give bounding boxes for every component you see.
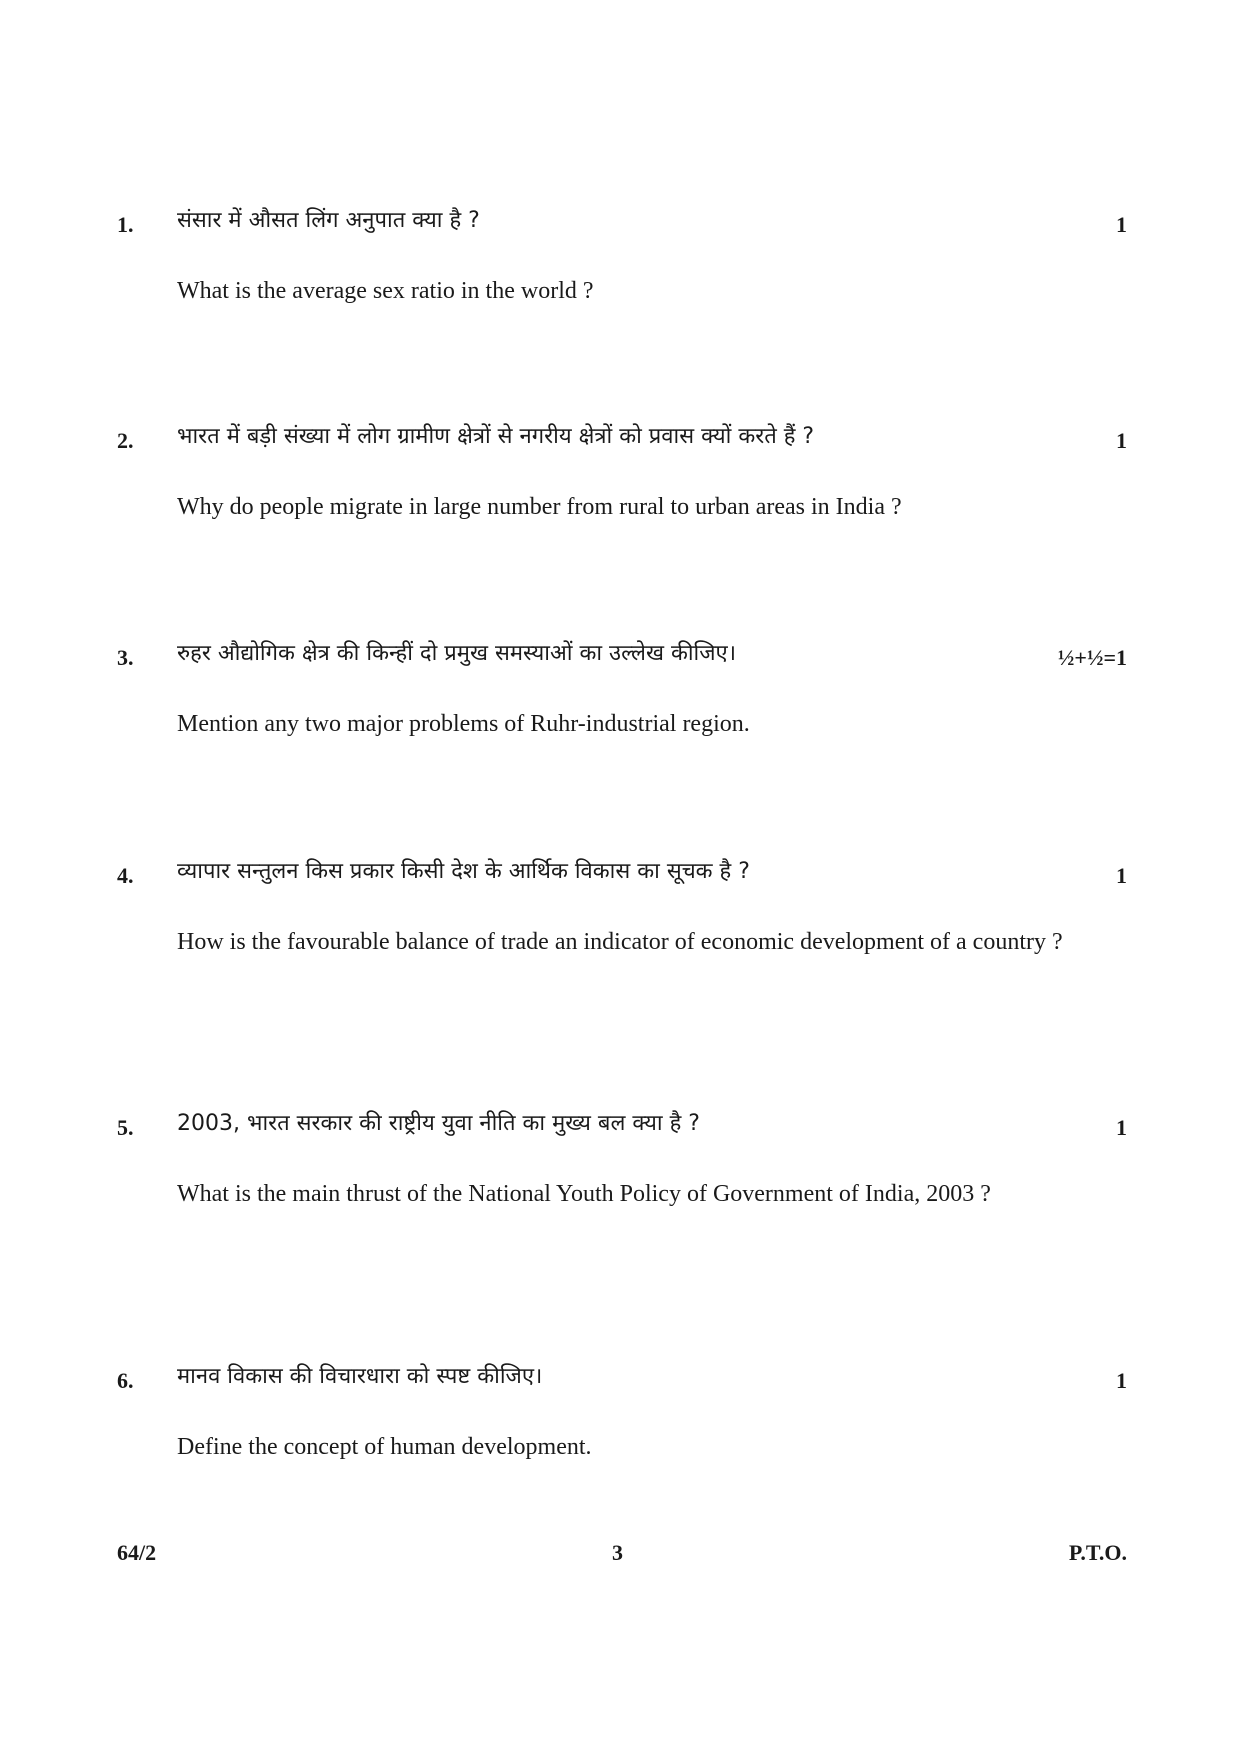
paper-code: 64/2	[117, 1540, 157, 1565]
question-english-text: How is the favourable balance of trade an indicator of economic development of a country ?	[177, 929, 1063, 955]
question-hindi-text: भारत में बड़ी संख्या में लोग ग्रामीण क्षेत्रों से नगरीय क्षेत्रों को प्रवास क्यों करते हैं ?	[177, 424, 815, 449]
page-number: 3	[612, 1540, 623, 1565]
question-hindi-text: व्यापार सन्तुलन किस प्रकार किसी देश के आर्थिक विकास का सूचक है ?	[177, 859, 750, 884]
question-english-text: Why do people migrate in large number from rural to urban areas in India ?	[177, 494, 902, 520]
question-english-text: Define the concept of human development.	[177, 1434, 592, 1460]
question-number: 3.	[117, 645, 134, 670]
question-hindi-text: 2003, भारत सरकार की राष्ट्रीय युवा नीति का मुख्य बल क्या है ?	[177, 1111, 700, 1136]
question-marks: 1	[1116, 863, 1127, 888]
question-number: 4.	[117, 863, 134, 888]
question-english-text: What is the main thrust of the National Youth Policy of Government of India, 2003 ?	[177, 1181, 991, 1207]
question-number: 1.	[117, 212, 134, 237]
please-turn-over: P.T.O.	[1068, 1540, 1127, 1565]
question-marks: 1	[1116, 212, 1127, 237]
question-marks: 1	[1116, 1368, 1127, 1393]
question-english-text: Mention any two major problems of Ruhr-industrial region.	[177, 711, 750, 737]
question-marks: 1	[1116, 428, 1127, 453]
question-hindi-text: रुहर औद्योगिक क्षेत्र की किन्हीं दो प्रमुख समस्याओं का उल्लेख कीजिए।	[177, 641, 737, 666]
question-number: 6.	[117, 1368, 134, 1393]
question-number: 2.	[117, 428, 134, 453]
question-hindi-text: संसार में औसत लिंग अनुपात क्या है ?	[177, 208, 480, 233]
question-marks: ½+½=1	[1057, 645, 1127, 670]
question-english-text: What is the average sex ratio in the world ?	[177, 278, 594, 304]
question-marks: 1	[1116, 1115, 1127, 1140]
page-footer	[117, 1540, 1127, 1570]
question-number: 5.	[117, 1115, 134, 1140]
question-hindi-text: मानव विकास की विचारधारा को स्पष्ट कीजिए।	[177, 1364, 543, 1389]
